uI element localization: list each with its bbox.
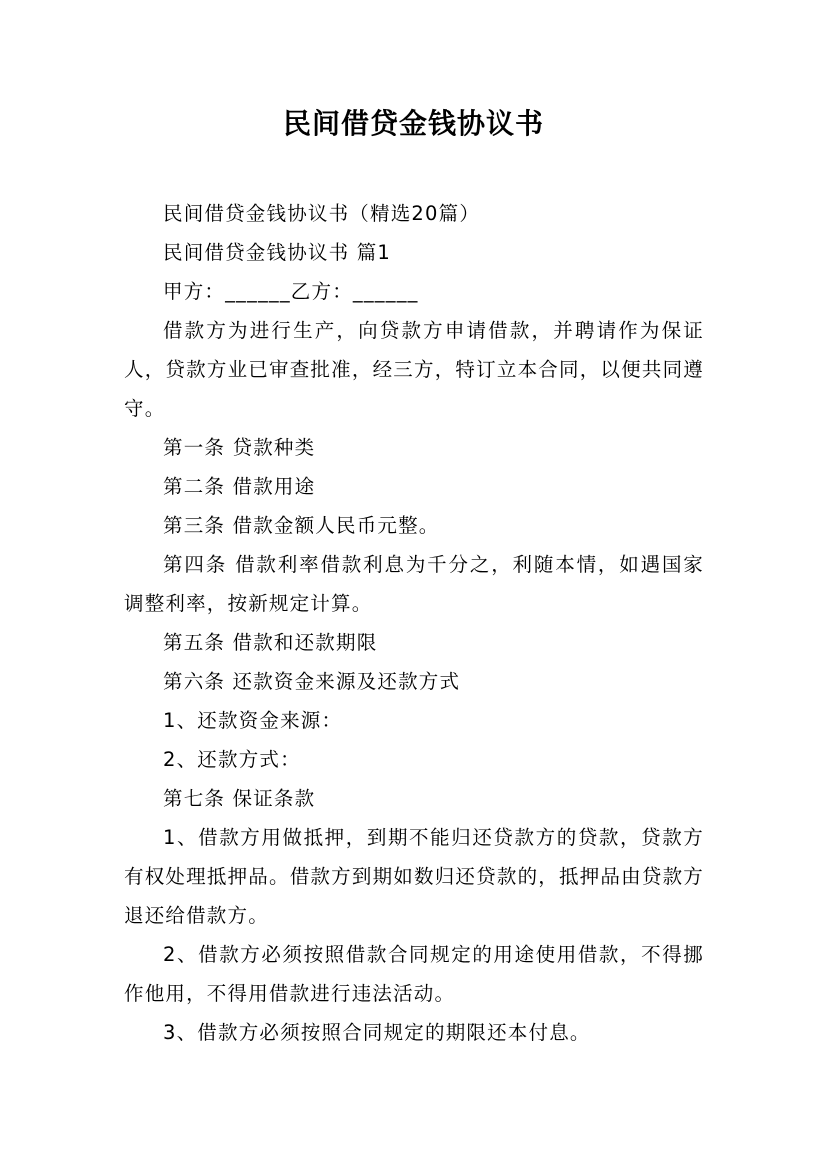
article-7-item-1: 1、借款方用做抵押，到期不能归还贷款方的贷款，贷款方有权处理抵押品。借款方到期如数归还贷款的，抵押品由贷款方退还给借款方。	[124, 826, 704, 927]
article-6-item-2: 2、还款方式：	[163, 748, 301, 771]
article-3: 第三条 借款金额人民币元整。	[163, 514, 440, 537]
article-7-item-2: 2、借款方必须按照借款合同规定的用途使用借款，不得挪作他用，不得用借款进行违法活动。	[124, 943, 704, 1005]
section-heading: 民间借贷金钱协议书 篇1	[163, 241, 392, 264]
article-2: 第二条 借款用途	[163, 475, 316, 498]
article-1: 第一条 贷款种类	[163, 436, 316, 459]
article-4: 第四条 借款利率借款利息为千分之，利随本情，如遇国家调整利率，按新规定计算。	[124, 553, 704, 615]
parties-line: 甲方：______乙方：______	[163, 280, 419, 303]
article-6-item-1: 1、还款资金来源：	[163, 709, 343, 732]
article-6: 第六条 还款资金来源及还款方式	[163, 670, 461, 693]
document-body	[124, 194, 704, 1052]
document-title: 民间借贷金钱协议书	[282, 107, 544, 140]
article-7: 第七条 保证条款	[163, 787, 316, 810]
article-7-item-3: 3、借款方必须按照合同规定的期限还本付息。	[163, 1021, 591, 1044]
subtitle-paragraph: 民间借贷金钱协议书（精选20篇）	[163, 202, 481, 225]
intro-paragraph: 借款方为进行生产，向贷款方申请借款，并聘请作为保证人，贷款方业已审查批准，经三方，特订立本合同，以便共同遵守。	[124, 319, 704, 420]
article-5: 第五条 借款和还款期限	[163, 631, 378, 654]
